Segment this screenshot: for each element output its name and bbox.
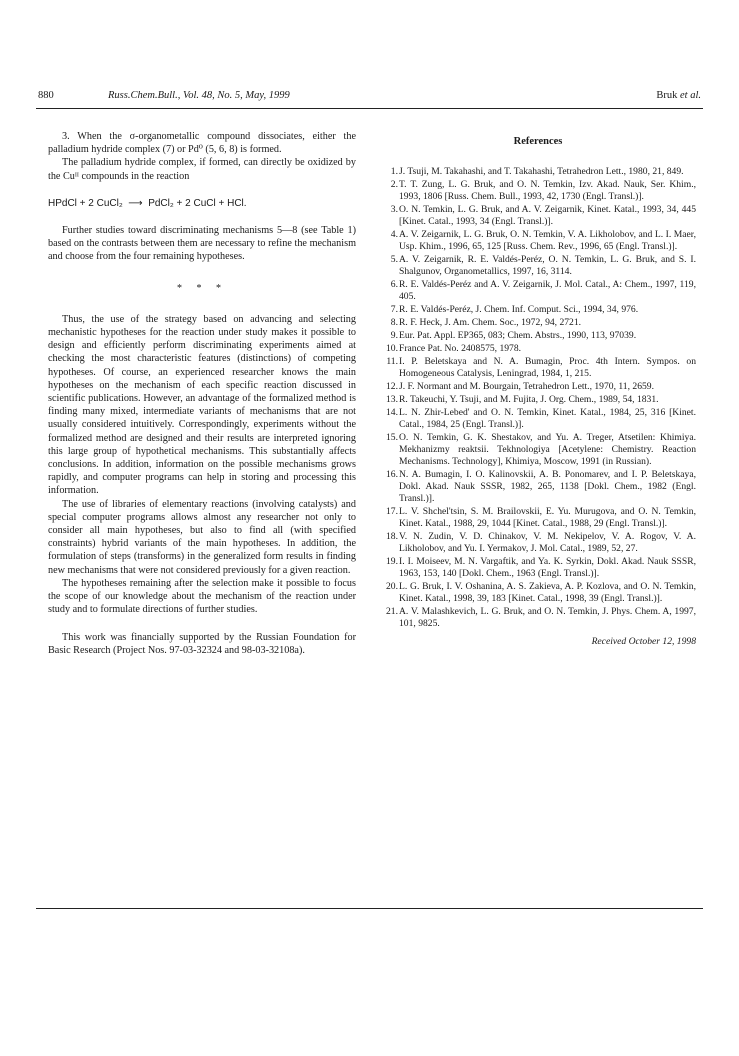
chemical-equation: HPdCl + 2 CuCl₂ ⟶ PdCl₂ + 2 CuCl + HCl.: [48, 197, 247, 209]
authors-text: Bruk: [656, 90, 678, 101]
reference-text: T. T. Zung, L. G. Bruk, and O. N. Temkin, Izv. Akad. Nauk, Ser. Khim., 1993, 1806 [Russ. Chem. Bull., 1993, 42, 1730 (Engl. Transl.)].: [399, 179, 696, 202]
reference-number: 10.: [386, 343, 398, 354]
reference-item: [380, 343, 696, 355]
paragraph-3: Further studies toward discriminating mechanisms 5—8 (see Table 1) based on the contrasts between them are necessary to refine the mechanism and choose from the four remaining hypotheses.: [48, 225, 356, 263]
reference-text: L. V. Shchel'tsin, S. M. Brailovskii, E. Yu. Murugova, and O. N. Temkin, Kinet. Katal., 1988, 29, 1044 [Kinet. Catal., 1988, 29 (Engl. Transl.)].: [399, 506, 696, 529]
acknowledgment: This work was financially supported by the Russian Foundation for Basic Research (Project Nos. 97-03-32324 and 98-03-32108a).: [48, 631, 356, 656]
paragraph-1: 3. When the σ-organometallic compound dissociates, either the palladium hydride complex (7) or Pd⁰ (5, 6, 8) is formed.: [48, 131, 356, 156]
reference-item: [380, 606, 696, 630]
reference-text: O. N. Temkin, L. G. Bruk, and A. V. Zeigarnik, Kinet. Katal., 1993, 34, 445 [Kinet. Catal., 1993, 34 (Engl. Transl.)].: [399, 204, 696, 227]
reference-item: [380, 432, 696, 468]
reference-number: 17.: [386, 506, 398, 517]
header-rule: [36, 108, 703, 109]
reference-number: 8.: [390, 317, 398, 328]
reference-item: [380, 581, 696, 605]
reference-text: L. G. Bruk, I. V. Oshanina, A. S. Zakieva, A. P. Kozlova, and O. N. Temkin, Kinet. Katal., 1998, 39, 183 [Kinet. Catal., 1998, 39 (Engl. Transl.)].: [399, 581, 696, 604]
received-date: Received October 12, 1998: [591, 636, 696, 647]
reference-text: V. N. Zudin, V. D. Chinakov, V. M. Nekipelov, V. A. Rogov, V. A. Likholobov, and Yu. I. Yermakov, J. Mol. Catal., 1989, 52, 27.: [399, 531, 696, 554]
reference-item: [380, 317, 696, 329]
reference-text: A. V. Zeigarnik, L. G. Bruk, O. N. Temkin, V. A. Likholobov, and L. I. Maer, Usp. Khim., 1996, 65, 125 [Russ. Chem. Rev., 1996, 65 (Engl. Transl.)].: [399, 229, 696, 252]
reference-item: [380, 254, 696, 278]
paragraph-4: Thus, the use of the strategy based on advancing and selecting mechanistic hypotheses for the reaction under study makes it possible to design and efficiently perform discriminating experiments aimed at checking the most characteristic features (distinctions) of competing hypotheses. Of course, an experienced researcher knows the main hypotheses on the mechanism of each specific reaction discussed in scientific publications. However, an advantage of the formalized method is finding many mixed, intermediate variants of mechanisms that are not usually considered intuitively. Correspondingly, experiments without the formalized method are designed and their results are interpreted ignoring this large group of hypothetical mechanisms. This substantially affects conclusions. In addition, information on the possible mechanisms grows rapidly, and computer programs can help in storing and processing this information.: [48, 313, 356, 497]
reference-number: 2.: [390, 179, 398, 190]
reference-item: [380, 531, 696, 555]
right-column: [380, 130, 696, 648]
paragraph-2: The palladium hydride complex, if formed, can directly be oxidized by the Cuᴵᴵ compounds in the reaction: [48, 157, 356, 182]
reference-list: [380, 166, 696, 630]
reference-text: L. N. Zhir-Lebed' and O. N. Temkin, Kinet. Katal., 1984, 25, 316 [Kinet. Catal., 1984, 25 (Engl. Transl.)].: [399, 407, 696, 430]
reference-text: A. V. Zeigarnik, R. E. Valdés-Peréz, O. N. Temkin, L. G. Bruk, and S. I. Shalgunov, Organometallics, 1997, 16, 3114.: [399, 254, 696, 277]
reference-item: [380, 304, 696, 316]
reference-number: 9.: [390, 330, 398, 341]
reference-number: 18.: [386, 531, 398, 542]
reference-number: 16.: [386, 469, 398, 480]
page-number: 880: [38, 90, 54, 101]
reference-text: O. N. Temkin, G. K. Shestakov, and Yu. A. Treger, Atsetilen: Khimiya. Mekhanizmy reaktsii. Tekhnologiya [Acetylene: Chemistry. Reaction Mechanisms. Technology], Khimiya, Moscow, 1991 (in Russian).: [399, 432, 696, 467]
reference-text: A. V. Malashkevich, L. G. Bruk, and O. N. Temkin, J. Phys. Chem. A, 1997, 101, 9825.: [399, 606, 696, 629]
journal-citation: Russ.Chem.Bull., Vol. 48, No. 5, May, 1999: [108, 90, 290, 101]
reference-text: France Pat. No. 2408575, 1978.: [399, 343, 522, 354]
reference-item: [380, 330, 696, 342]
reference-item: [380, 179, 696, 203]
et-al-text: et al.: [677, 90, 701, 101]
reference-number: 19.: [386, 556, 398, 567]
reference-number: 21.: [386, 606, 398, 617]
reference-item: [380, 556, 696, 580]
left-column: [48, 130, 356, 657]
reference-number: 12.: [386, 381, 398, 392]
reference-item: [380, 279, 696, 303]
reference-text: I. I. Moiseev, M. N. Vargaftik, and Ya. K. Syrkin, Dokl. Akad. Nauk SSSR, 1963, 153, 140 [Dokl. Chem., 1963 (Engl. Transl.)].: [399, 556, 696, 579]
section-separator: * * *: [177, 282, 227, 294]
reference-number: 1.: [390, 166, 398, 177]
paragraph-5: The use of libraries of elementary reactions (involving catalysts) and special computer programs allows almost any researcher not only to consider all main hypotheses, but also to find all (with specified constraints) hybrid variants of the main hypotheses. In addition, the formulation of steps (transforms) in the generalized form results in finding new mechanisms that were not considered previously for a given reaction.: [48, 498, 356, 576]
reference-item: [380, 381, 696, 393]
footer-rule: [36, 908, 703, 909]
reference-item: [380, 407, 696, 431]
reference-item: [380, 356, 696, 380]
reference-number: 3.: [390, 204, 398, 215]
reference-text: R. E. Valdés-Peréz and A. V. Zeigarnik, J. Mol. Catal., A: Chem., 1997, 119, 405.: [399, 279, 696, 302]
reference-number: 7.: [390, 304, 398, 315]
reference-item: [380, 394, 696, 406]
reference-number: 6.: [390, 279, 398, 290]
reference-text: R. E. Valdés-Peréz, J. Chem. Inf. Comput. Sci., 1994, 34, 976.: [399, 304, 639, 315]
reference-item: [380, 469, 696, 505]
running-authors: [656, 90, 701, 101]
reference-number: 15.: [386, 432, 398, 443]
reference-text: R. F. Heck, J. Am. Chem. Soc., 1972, 94, 2721.: [399, 317, 582, 328]
reference-text: Eur. Pat. Appl. EP365, 083; Chem. Abstrs., 1990, 113, 97039.: [399, 330, 637, 341]
reference-number: 4.: [390, 229, 398, 240]
reference-number: 14.: [386, 407, 398, 418]
reference-item: [380, 204, 696, 228]
reference-text: J. F. Normant and M. Bourgain, Tetrahedron Lett., 1970, 11, 2659.: [399, 381, 654, 392]
references-heading: References: [513, 136, 563, 147]
reference-text: I. P. Beletskaya and N. A. Bumagin, Proc. 4th Intern. Sympos. on Homogeneous Catalysis, Leningrad, 1984, 1, 215.: [399, 356, 696, 379]
reference-item: [380, 166, 696, 178]
reference-number: 13.: [386, 394, 398, 405]
reference-item: [380, 506, 696, 530]
reference-number: 20.: [386, 581, 398, 592]
reference-text: N. A. Bumagin, I. O. Kalinovskii, A. B. Ponomarev, and I. P. Beletskaya, Dokl. Akad. Nauk SSSR, 1982, 265, 1138 [Dokl. Chem., 1982 (Engl. Transl.)].: [399, 469, 696, 504]
reference-number: 11.: [386, 356, 398, 367]
paragraph-6: The hypotheses remaining after the selection make it possible to focus the scope of our knowledge about the mechanism of the reaction under study and to formulate directions of further studies.: [48, 577, 356, 616]
reference-number: 5.: [390, 254, 398, 265]
running-header: [38, 90, 701, 106]
reference-item: [380, 229, 696, 253]
reference-text: J. Tsuji, M. Takahashi, and T. Takahashi, Tetrahedron Lett., 1980, 21, 849.: [399, 166, 684, 177]
reference-text: R. Takeuchi, Y. Tsuji, and M. Fujita, J. Org. Chem., 1989, 54, 1831.: [399, 394, 659, 405]
